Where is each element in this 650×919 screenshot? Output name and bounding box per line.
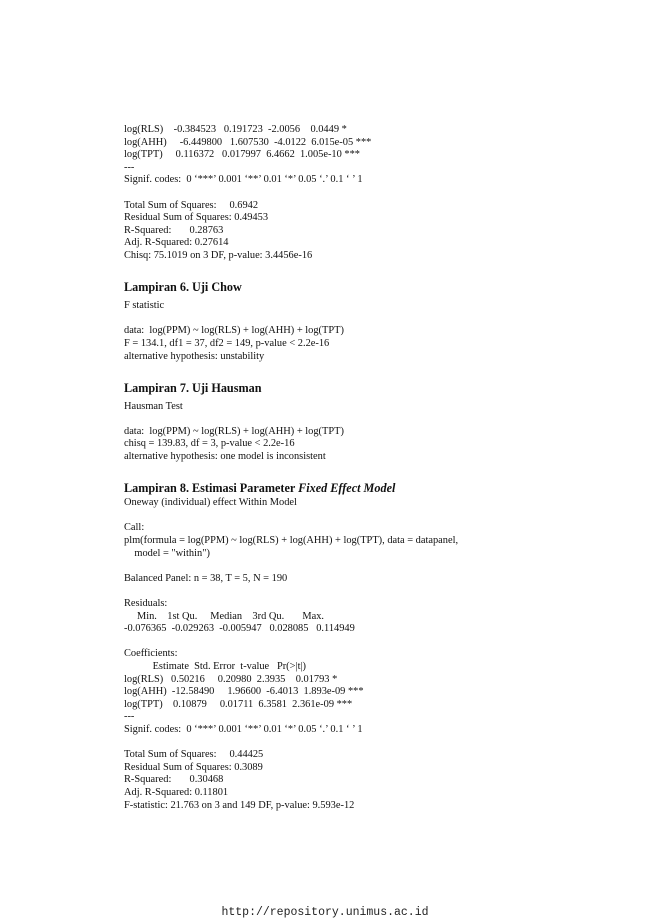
text-line: Residual Sum of Squares: 0.3089: [124, 761, 263, 773]
heading-uji-hausman: Lampiran 7. Uji Hausman: [124, 380, 262, 395]
text-line: Total Sum of Squares: 0.6942: [124, 199, 259, 211]
text-line: Total Sum of Squares: 0.44425: [124, 749, 264, 761]
text-line: Signif. codes: 0 ‘***’ 0.001 ‘**’ 0.01 ‘*’ 0.05 ‘.’ 0.1 ‘ ’ 1: [124, 723, 363, 735]
text-line: log(AHH) -6.449800 1.607530 -4.0122 6.015e-05 ***: [124, 136, 372, 148]
text-line: [124, 636, 594, 649]
heading-uji-chow: Lampiran 6. Uji Chow: [124, 280, 242, 295]
text-line: Oneway (individual) effect Within Model: [124, 497, 297, 509]
text-line: Residual Sum of Squares: 0.49453: [124, 212, 269, 224]
text-line: [124, 737, 594, 750]
text-line: [124, 413, 594, 426]
text-line: Chisq: 75.1019 on 3 DF, p-value: 3.4456e-16: [124, 249, 313, 261]
uji-chow-output: [124, 300, 594, 363]
text-line: Adj. R-Squared: 0.11801: [124, 786, 229, 798]
text-line: Coefficients:: [124, 648, 178, 660]
text-line: R-Squared: 0.28763: [124, 224, 224, 236]
text-line: Residuals:: [124, 598, 168, 609]
text-line: data: log(PPM) ~ log(RLS) + log(AHH) + log(TPT): [124, 425, 344, 437]
text-line: alternative hypothesis: one model is inconsistent: [124, 451, 326, 463]
text-line: R-Squared: 0.30468: [124, 774, 224, 786]
text-line: chisq = 139.83, df = 3, p-value < 2.2e-16: [124, 438, 295, 450]
text-line: log(RLS) 0.50216 0.20980 2.3935 0.01793 *: [124, 673, 338, 685]
fem-continuation-block: [124, 124, 594, 263]
uji-hausman-output: [124, 401, 594, 464]
text-line: [124, 560, 594, 573]
text-line: -0.076365 -0.029263 -0.005947 0.028085 0.114949: [124, 623, 355, 635]
text-line: F = 134.1, df1 = 37, df2 = 149, p-value < 2.2e-16: [124, 337, 330, 349]
text-line: [124, 510, 594, 523]
text-line: F-statistic: 21.763 on 3 and 149 DF, p-value: 9.593e-12: [124, 799, 355, 811]
text-line: Signif. codes: 0 ‘***’ 0.001 ‘**’ 0.01 ‘*’ 0.05 ‘.’ 0.1 ‘ ’ 1: [124, 174, 363, 186]
text-line: Hausman Test: [124, 400, 183, 412]
text-line: [124, 313, 594, 326]
text-line: F statistic: [124, 300, 165, 312]
text-line: log(TPT) 0.116372 0.017997 6.4662 1.005e-10 ***: [124, 149, 360, 161]
text-line: Balanced Panel: n = 38, T = 5, N = 190: [124, 572, 288, 584]
heading-estimasi-fem: [124, 480, 594, 496]
text-line: ---: [124, 161, 135, 173]
text-line: Call:: [124, 522, 145, 534]
text-line: plm(formula = log(PPM) ~ log(RLS) + log(AHH) + log(TPT), data = datapanel,: [124, 535, 459, 547]
text-line: log(RLS) -0.384523 0.191723 -2.0056 0.0449 *: [124, 124, 347, 135]
document-body: [124, 124, 594, 812]
text-line: ---: [124, 711, 135, 723]
text-line: Adj. R-Squared: 0.27614: [124, 237, 229, 249]
heading-prefix: Lampiran 8. Estimasi Parameter: [124, 481, 299, 496]
heading-italic: Fixed Effect Model: [298, 481, 396, 496]
text-line: Min. 1st Qu. Median 3rd Qu. Max.: [124, 610, 325, 622]
text-line: [124, 187, 594, 200]
text-line: Estimate Std. Error t-value Pr(>|t|): [124, 660, 307, 672]
estimasi-fem-output: [124, 497, 594, 812]
text-line: [124, 585, 594, 598]
text-line: log(AHH) -12.58490 1.96600 -6.4013 1.893e-09 ***: [124, 686, 364, 698]
repository-url: http://repository.unimus.ac.id: [221, 906, 429, 919]
text-line: model = "within"): [124, 547, 210, 559]
text-line: alternative hypothesis: unstability: [124, 350, 265, 362]
text-line: data: log(PPM) ~ log(RLS) + log(AHH) + log(TPT): [124, 325, 344, 337]
text-line: log(TPT) 0.10879 0.01711 6.3581 2.361e-09 ***: [124, 698, 353, 710]
